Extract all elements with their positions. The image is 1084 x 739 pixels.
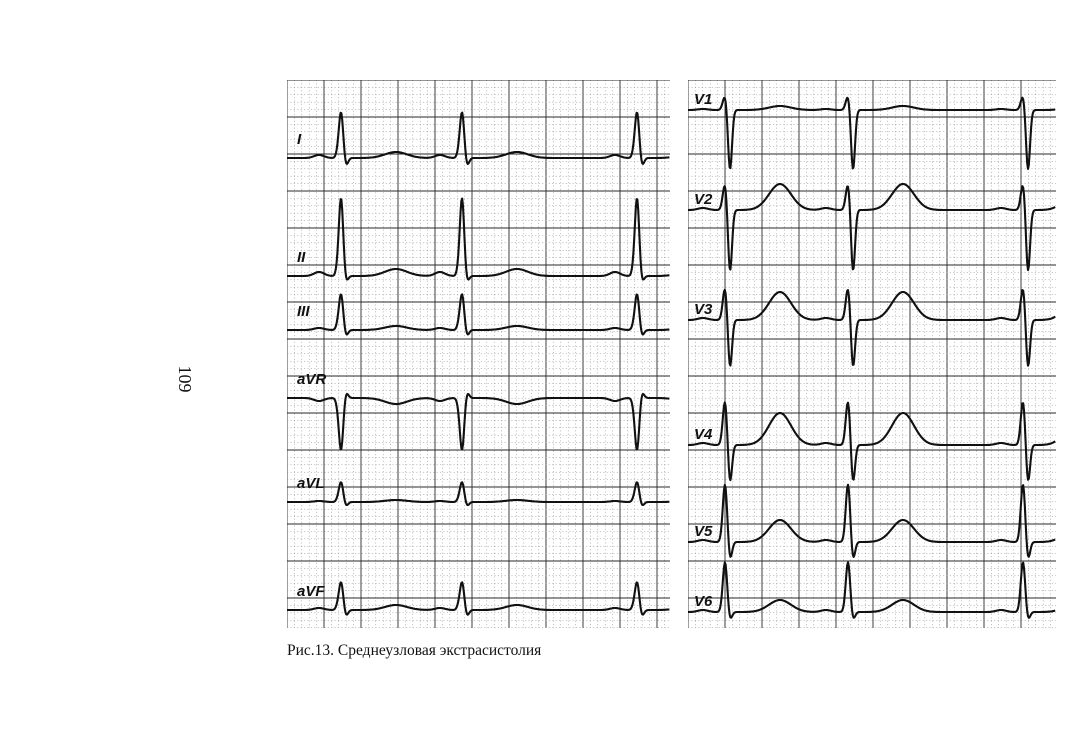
ecg-chest-leads-svg	[688, 80, 1056, 628]
ecg-trace-V2	[688, 184, 1055, 270]
ecg-trace-I	[287, 113, 669, 164]
lead-label-aVF: aVF	[297, 583, 325, 600]
lead-label-II: II	[297, 249, 306, 266]
lead-label-aVL: aVL	[297, 475, 325, 492]
ecg-trace-V3	[688, 290, 1055, 366]
ecg-trace-aVF	[287, 582, 669, 614]
lead-label-III: III	[297, 303, 310, 320]
ecg-trace-III	[287, 294, 669, 334]
ecg-trace-V6	[688, 562, 1055, 617]
ecg-trace-V4	[688, 403, 1055, 481]
ecg-trace-II	[287, 199, 669, 280]
ecg-strip-limb-leads	[287, 80, 670, 628]
lead-label-V1: V1	[694, 91, 713, 108]
lead-label-V3: V3	[694, 301, 713, 318]
figure-caption: Рис.13. Среднеузловая экстрасистолия	[287, 642, 542, 659]
lead-label-aVR: aVR	[297, 371, 327, 388]
lead-label-V2: V2	[694, 191, 713, 208]
ecg-grid	[287, 80, 670, 628]
ecg-grid	[688, 80, 1056, 628]
lead-label-V6: V6	[694, 593, 713, 610]
lead-label-V5: V5	[694, 523, 713, 540]
ecg-limb-leads-svg	[287, 80, 670, 628]
ecg-trace-V1	[688, 98, 1055, 169]
ecg-strip-chest-leads	[688, 80, 1056, 628]
lead-label-I: I	[297, 131, 302, 148]
ecg-trace-aVL	[287, 482, 669, 505]
lead-label-V4: V4	[694, 426, 713, 443]
page-number: 109	[175, 365, 195, 393]
ecg-trace-aVR	[287, 394, 669, 450]
